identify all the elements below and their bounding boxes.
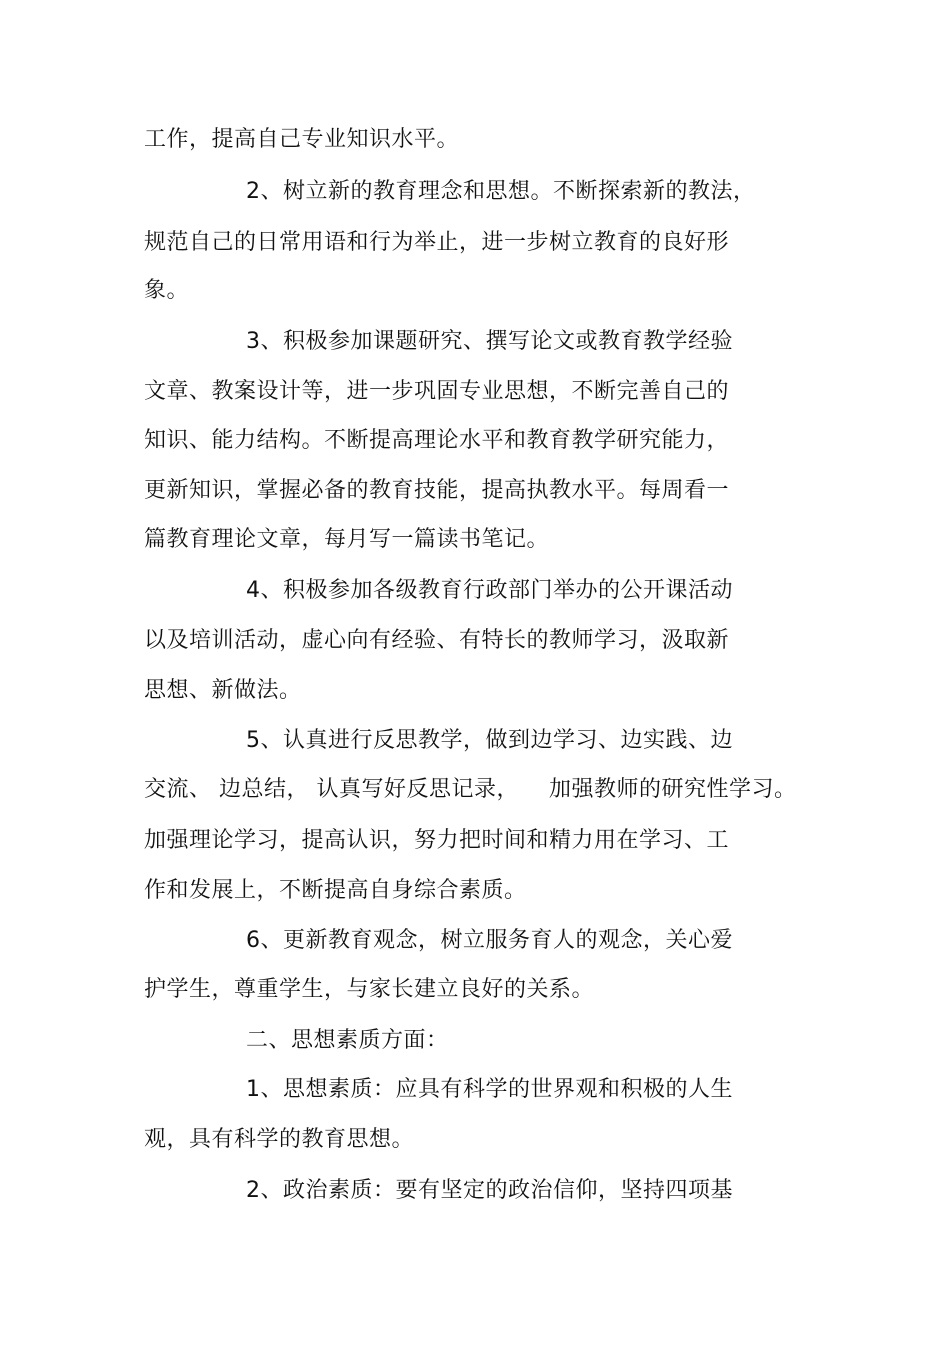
text-line: 象。 <box>144 278 190 303</box>
text-line: 规范自己的日常用语和行为举止，进一步树立教育的良好形 <box>144 230 730 255</box>
text-line: 1、思想素质：应具有科学的世界观和积极的人生 <box>246 1077 733 1102</box>
text-line: 文章、教案设计等，进一步巩固专业思想，不断完善自己的 <box>144 379 730 404</box>
section-heading: 二、思想素质方面： <box>246 1028 449 1053</box>
text-line: 知识、能力结构。不断提高理论水平和教育教学研究能力， <box>144 428 730 453</box>
text-line: 作和发展上，不断提高自身综合素质。 <box>144 878 527 903</box>
text-line: 3、积极参加课题研究、撰写论文或教育教学经验 <box>246 329 733 354</box>
text-line: 加强理论学习，提高认识，努力把时间和精力用在学习、工 <box>144 828 730 853</box>
text-line: 5、认真进行反思教学，做到边学习、边实践、边 <box>246 728 733 753</box>
text-line: 工作，提高自己专业知识水平。 <box>144 127 460 152</box>
text-line: 更新知识，掌握必备的教育技能，提高执教水平。每周看一 <box>144 478 730 503</box>
text-line: 思想、新做法。 <box>144 678 302 703</box>
text-line: 观，具有科学的教育思想。 <box>144 1127 415 1152</box>
text-line: 2、政治素质：要有坚定的政治信仰，坚持四项基 <box>246 1178 733 1203</box>
text-line: 6、更新教育观念，树立服务育人的观念，关心爱 <box>246 928 733 953</box>
text-line: 4、积极参加各级教育行政部门举办的公开课活动 <box>246 578 733 603</box>
text-line: 交流、 边总结， 认真写好反思记录， 加强教师的研究性学习。 <box>144 777 797 802</box>
text-line: 2、树立新的教育理念和思想。不断探索新的教法， <box>246 179 756 204</box>
text-line: 护学生，尊重学生，与家长建立良好的关系。 <box>144 977 595 1002</box>
text-line: 以及培训活动，虚心向有经验、有特长的教师学习，汲取新 <box>144 628 730 653</box>
text-line: 篇教育理论文章，每月写一篇读书笔记。 <box>144 527 550 552</box>
